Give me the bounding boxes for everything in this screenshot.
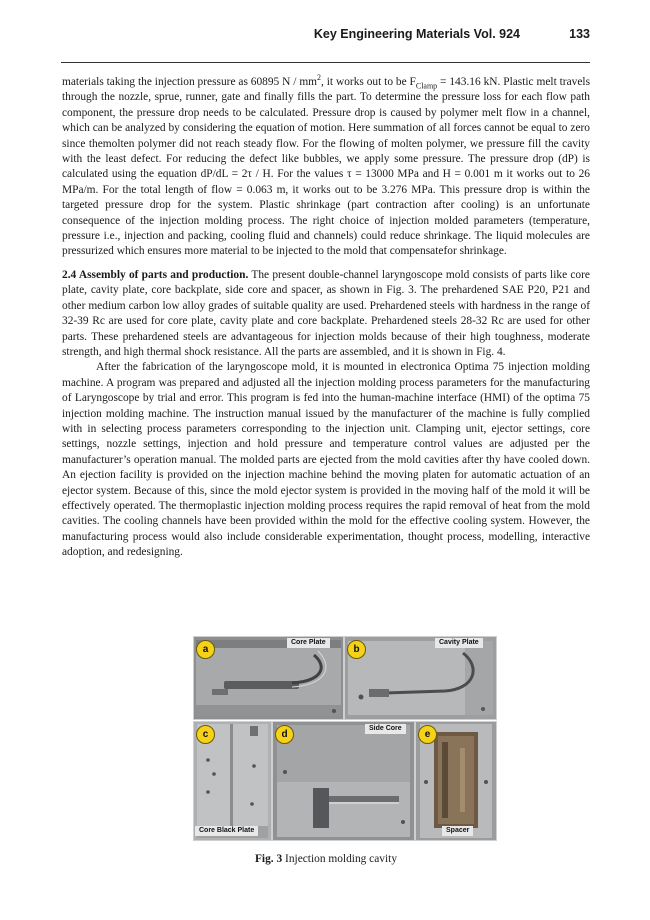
panel-d-badge: d <box>275 725 294 744</box>
panel-b-badge: b <box>347 640 366 659</box>
panel-d-label: Side Core <box>365 724 406 734</box>
panel-b-cavity-plate-photo <box>344 636 497 720</box>
page-number: 133 <box>569 27 590 41</box>
paragraph-3: After the fabrication of the laryngoscope mold, it is mounted in electronica Optima 75 injection molding machine. A program was prepared and adjusted all the injection molding process parameters for the manufacturing of Laryngoscope by trial and error. This program is fed into the human-machine interface (HMI) of the optima 75 injection molding machine. The instruction manual issued by the manufacturer of the machine is fully complied with in selecting process parameters corresponding to the injection unit. Clamping unit, ejector settings, core settings, nozzle settings, injection and hold pressure and temperature control values are adjusted per the manufacturer’s operation manual. The molded parts are ejected from the mold cavities after thy have cooled down. An ejection facility is provided on the injection machine behind the moving platen for automatic actuation of an ejector system. Because of this, since the mold ejector system is provided in the moving half of the mold it will be effectively operated. The thermoplastic injection molding process requires the rapid removal of heat from the mold cavities. The cooling channels have been provided within the mold for the effective cooling system. However, the manufacturing process would also include considerable experimentation, thought process, modelling, interactive adoption, and redesigning. <box>62 361 590 559</box>
panel-a-badge: a <box>196 640 215 659</box>
header-rule <box>61 62 590 63</box>
panel-c-label: Core Black Plate <box>195 826 258 836</box>
section-heading: 2.4 Assembly of parts and production. <box>62 268 249 281</box>
body-text <box>62 75 590 561</box>
figure-3 <box>193 636 495 840</box>
journal-title: Key Engineering Materials Vol. 924 <box>313 27 520 41</box>
panel-c-badge: c <box>196 725 215 744</box>
figure-caption-label: Fig. 3 <box>254 853 283 865</box>
figure-caption <box>62 853 590 865</box>
paragraph-1: materials taking the injection pressure as 60895 N / $mm^2$, it works out to be $F_{Clamp} = 143.16$ kN. Plastic melt travels through the nozzle, sprue, runner, gate and finally fills the part. To determine the pressure loss for each flow path component, the pressure drop needs to be calculated. Pressure drop is caused by polymer melt flow in a channel, which can be analyzed by considering the equation of motion. Here summation of all forces cannot be equal to zero since themolten polymer did not reach steady flow. For the flowing of molten polymer, we pressure fill the cavity with the least defect. For reducing the defect like bubbles, we apply some pressure. The pressure drop (dP) is calculated using the equation dP/dL = 2τ / H. For the values τ = 13000 MPa and H = 0.001 m it works out to 26 MPa/m. For the total length of flow = 0.063 m, it works out to be 3.276 MPa. This pressure drop is within the targeted pressure drop for the system. Plastic shrinkage (part contraction after cooling) is an unfortunate consequence of the injection molding process. The right choice of injection molded parameters (temperature, pressure i.e., injection and packing, cooling fluid and channels) could reduce shrinkage. The liquid molecules are pressurized which ensures more material to be injected to the mold that compensatefor shrinkage. <box>62 73 590 258</box>
panel-a-label: Core Plate <box>287 638 330 648</box>
panel-e-label: Spacer <box>442 826 473 836</box>
running-header <box>62 27 590 43</box>
panel-a-core-plate-photo <box>193 636 344 720</box>
panel-b-label: Cavity Plate <box>435 638 483 648</box>
panel-e-badge: e <box>418 725 437 744</box>
paragraph-2: 2.4 Assembly of parts and production. The present double-channel laryngoscope mold consists of parts like core plate, cavity plate, core backplate, side core and spacer, as shown in Fig. 3. The prehardened SAE P20, P21 and other medium carbon low alloy grades of suitable quality are used. Prehardened steels with hardness in the range of 32-39 Rc are used for core plate, cavity plate and core backplate. Prehardened steels 28-32 Rc are used for other parts. These prehardened steels are advantageous for injection molds because of their high toughness, moderate strength, and high thermal shock resistance. All the parts are assembled, and it is shown in Fig. 4. <box>62 268 590 358</box>
panel-d-side-core-photo <box>272 721 415 841</box>
figure-caption-text: Injection molding cavity <box>282 853 398 865</box>
